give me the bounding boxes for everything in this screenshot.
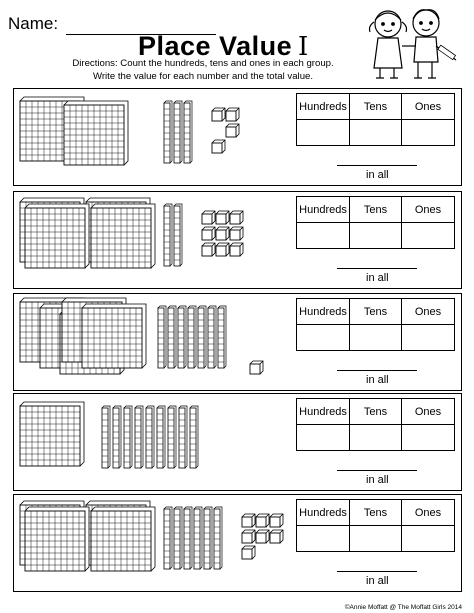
ones-cube (242, 514, 255, 527)
hundreds-flat (64, 101, 128, 165)
tens-rod (184, 507, 192, 569)
answer-cell-tens[interactable] (350, 526, 402, 552)
ones-cube (216, 243, 229, 256)
tens-rod (157, 406, 165, 468)
problem-panel-3 (13, 293, 462, 391)
tens-rod (158, 306, 166, 368)
ones-cube (230, 211, 243, 224)
tens-rod (113, 406, 121, 468)
header-ones: Ones (402, 197, 455, 223)
header-tens: Tens (350, 94, 402, 120)
header-tens: Tens (350, 500, 402, 526)
answer-cell-hundreds[interactable] (297, 120, 350, 146)
hundreds-flat (91, 204, 155, 268)
header-tens: Tens (350, 197, 402, 223)
page-title: Place Value (138, 31, 293, 61)
tens-rod (168, 406, 176, 468)
tens-rod (178, 306, 186, 368)
ones-cube (230, 243, 243, 256)
header-tens: Tens (350, 299, 402, 325)
answer-cell-ones[interactable] (402, 120, 455, 146)
in-all-label: in all (366, 169, 389, 181)
tens-rod (194, 507, 202, 569)
hundreds-flat (91, 507, 155, 571)
tens-rod (184, 101, 192, 163)
header-tens: Tens (350, 399, 402, 425)
title-roman-numeral: I (298, 32, 309, 62)
ones-cube (270, 530, 283, 543)
tens-rod (102, 406, 110, 468)
total-answer-line[interactable] (337, 470, 417, 471)
tens-rod (174, 507, 182, 569)
tens-rod (179, 406, 187, 468)
problem-panel-1 (13, 88, 462, 186)
in-all-label: in all (366, 374, 389, 386)
problem-panel-2 (13, 191, 462, 289)
answer-cell-ones[interactable] (402, 325, 455, 351)
ones-cube (202, 227, 215, 240)
base-ten-blocks (14, 294, 294, 388)
base-ten-blocks (14, 394, 294, 488)
total-answer-line[interactable] (337, 370, 417, 371)
answer-cell-hundreds[interactable] (297, 325, 350, 351)
header-hundreds: Hundreds (297, 299, 350, 325)
ones-cube (212, 108, 225, 121)
tens-rod (164, 507, 172, 569)
tens-rod (214, 507, 222, 569)
kids-clipart (360, 6, 460, 82)
answer-cell-tens[interactable] (350, 425, 402, 451)
ones-cube (230, 227, 243, 240)
total-answer-line[interactable] (337, 165, 417, 166)
directions (38, 57, 368, 83)
tens-rod (146, 406, 154, 468)
total-answer-line[interactable] (337, 268, 417, 269)
base-ten-blocks (14, 89, 294, 183)
ones-cube (270, 514, 283, 527)
header-hundreds: Hundreds (297, 399, 350, 425)
tens-rod (198, 306, 206, 368)
ones-cube (242, 530, 255, 543)
ones-cube (242, 546, 255, 559)
hundreds-flat (25, 204, 89, 268)
ones-cube (216, 227, 229, 240)
in-all-label: in all (366, 575, 389, 587)
problem-panel-4 (13, 393, 462, 491)
place-value-table (296, 298, 455, 351)
ones-cube (250, 361, 263, 374)
tens-rod (218, 306, 226, 368)
directions-line-1: Directions: Count the hundreds, tens and ones in each group. (72, 58, 334, 69)
ones-cube (226, 108, 239, 121)
ones-cube (226, 124, 239, 137)
header-ones: Ones (402, 94, 455, 120)
answer-cell-tens[interactable] (350, 120, 402, 146)
hundreds-flat (25, 507, 89, 571)
place-value-table (296, 93, 455, 146)
header-hundreds: Hundreds (297, 500, 350, 526)
answer-cell-hundreds[interactable] (297, 425, 350, 451)
header-hundreds: Hundreds (297, 197, 350, 223)
footer-credit: ©Annie Moffatt @ The Moffatt Girls 2014 (344, 604, 462, 611)
tens-rod (174, 101, 182, 163)
base-ten-blocks (14, 495, 294, 589)
in-all-label: in all (366, 474, 389, 486)
answer-cell-tens[interactable] (350, 223, 402, 249)
answer-cell-hundreds[interactable] (297, 526, 350, 552)
ones-cube (202, 243, 215, 256)
ones-cube (216, 211, 229, 224)
answer-cell-ones[interactable] (402, 526, 455, 552)
tens-rod (135, 406, 143, 468)
ones-cube (256, 530, 269, 543)
header-ones: Ones (402, 299, 455, 325)
tens-rod (204, 507, 212, 569)
name-label: Name: (8, 14, 59, 33)
problem-panel-5 (13, 494, 462, 592)
tens-rod (164, 204, 172, 266)
answer-cell-tens[interactable] (350, 325, 402, 351)
header-ones: Ones (402, 399, 455, 425)
answer-cell-hundreds[interactable] (297, 223, 350, 249)
answer-cell-ones[interactable] (402, 425, 455, 451)
tens-rod (164, 101, 172, 163)
place-value-table (296, 196, 455, 249)
in-all-label: in all (366, 272, 389, 284)
header-hundreds: Hundreds (297, 94, 350, 120)
tens-rod (124, 406, 132, 468)
hundreds-flat (20, 402, 84, 466)
place-value-table (296, 499, 455, 552)
directions-line-2: Write the value for each number and the total value. (92, 71, 314, 82)
tens-rod (174, 204, 182, 266)
total-answer-line[interactable] (337, 571, 417, 572)
ones-cube (202, 211, 215, 224)
tens-rod (190, 406, 198, 468)
tens-rod (188, 306, 196, 368)
hundreds-flat (82, 304, 146, 368)
tens-rod (168, 306, 176, 368)
base-ten-blocks (14, 192, 294, 286)
header-ones: Ones (402, 500, 455, 526)
ones-cube (256, 514, 269, 527)
tens-rod (208, 306, 216, 368)
answer-cell-ones[interactable] (402, 223, 455, 249)
ones-cube (212, 140, 225, 153)
place-value-table (296, 398, 455, 451)
